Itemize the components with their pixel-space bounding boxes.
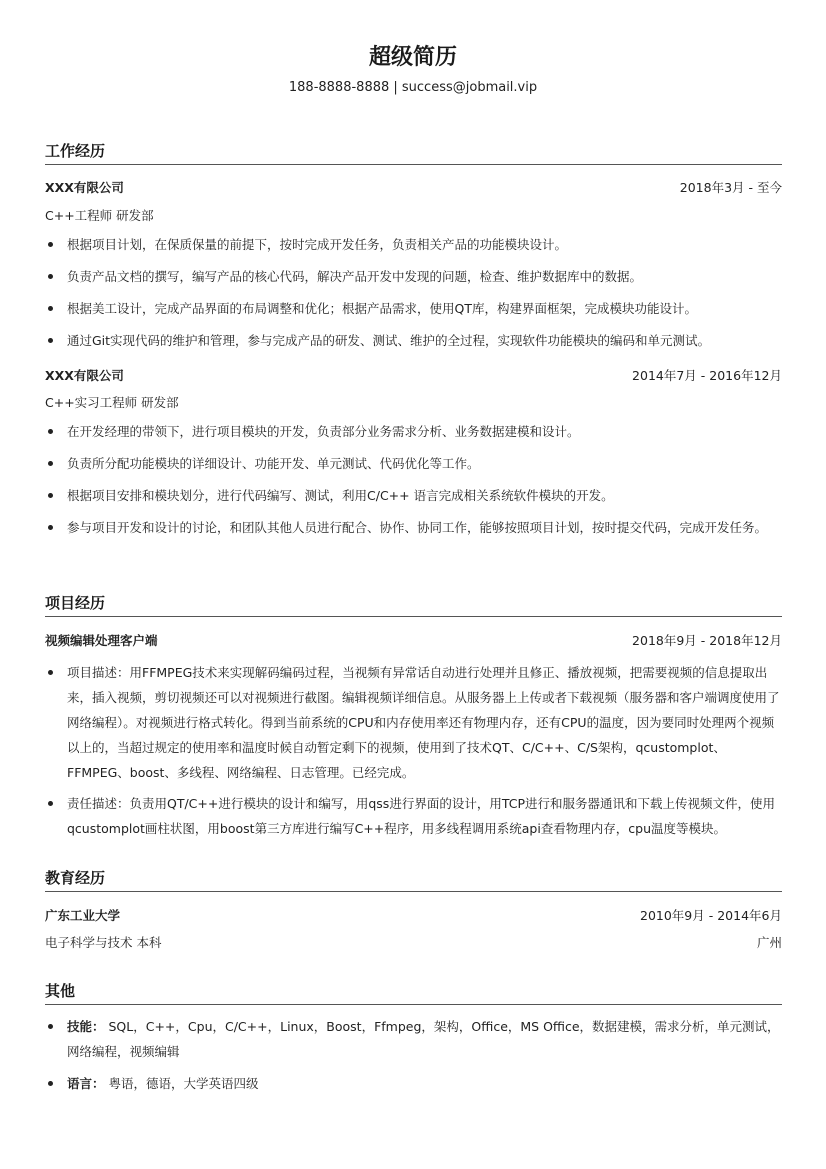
education-date: 2010年9月 - 2014年6月 xyxy=(640,908,782,923)
section-title-work: 工作经历 xyxy=(45,142,106,160)
company-name: XXX有限公司 xyxy=(45,180,124,195)
school-name: 广东工业大学 xyxy=(45,908,121,923)
skills-text: SQL，C++，Cpu，C/C++，Linux，Boost，Ffmpeg，架构，Office，MS Office，数据建模，需求分析，单元测试，网络编程，视频编辑 xyxy=(67,1019,780,1059)
project-name: 视频编辑处理客户端 xyxy=(45,633,158,648)
section-title-education: 教育经历 xyxy=(45,869,106,887)
project-date: 2018年9月 - 2018年12月 xyxy=(632,633,782,648)
job-date: 2018年3月 - 至今 xyxy=(679,180,782,195)
list-item: 根据项目计划，在保质保量的前提下，按时完成开发任务，负责相关产品的功能模块设计。 xyxy=(67,232,783,257)
job-role-row xyxy=(45,206,782,224)
education-header xyxy=(45,906,782,924)
job-role-row xyxy=(45,393,782,411)
list-item: 通过Git实现代码的维护和管理，参与完成产品的研发、测试、维护的全过程，实现软件功能模块的编码和单元测试。 xyxy=(67,328,783,353)
list-item: 参与项目开发和设计的讨论，和团队其他人员进行配合、协作、协同工作，能够按照项目计划，按时提交代码，完成开发任务。 xyxy=(67,515,783,540)
section-divider xyxy=(45,1004,782,1005)
list-item xyxy=(67,1014,783,1064)
skills-label: 技能： xyxy=(67,1019,105,1034)
list-item: 在开发经理的带领下，进行项目模块的开发，负责部分业务需求分析、业务数据建模和设计。 xyxy=(67,419,783,444)
job-header xyxy=(45,366,782,384)
list-item: 负责所分配功能模块的详细设计、功能开发、单元测试、代码优化等工作。 xyxy=(67,451,783,476)
job-role: C++实习工程师 研发部 xyxy=(45,395,179,410)
education-location: 广州 xyxy=(756,935,782,950)
list-item: 负责产品文档的撰写，编写产品的核心代码，解决产品开发中发现的问题，检查、维护数据库中的数据。 xyxy=(67,264,783,289)
section-divider xyxy=(45,164,782,165)
education-detail xyxy=(45,933,782,951)
list-item: 项目描述：用FFMPEG技术来实现解码编码过程，当视频有异常话自动进行处理并且修正、播放视频，把需要视频的信息提取出来，插入视频，剪切视频还可以对视频进行截图。编辑视频详细信息。从服务器上上传或者下载视频（服务器和客户端调度使用了网络编程）。对视频进行格式转化。得到当前系统的CPU和内存使用率还有物理内存，还有CPU的温度，因为要同时处理两个视频以上的，当超过规定的使用率和温度时候自动暂定剩下的视频，使用到了技术QT、C/C++、C/S架构，qcustomplot、FFMPEG、boost、多线程、网络编程、日志管理。已经完成。 xyxy=(67,660,783,785)
section-divider xyxy=(45,891,782,892)
job-date: 2014年7月 - 2016年12月 xyxy=(632,368,782,383)
list-item xyxy=(67,1071,783,1096)
section-divider xyxy=(45,616,782,617)
languages-text: 粤语，德语，大学英语四级 xyxy=(104,1076,259,1091)
list-item: 根据项目安排和模块划分，进行代码编写、测试，利用C/C++ 语言完成相关系统软件模块的开发。 xyxy=(67,483,783,508)
section-title-other: 其他 xyxy=(45,982,76,1000)
list-item: 根据美工设计，完成产品界面的布局调整和优化；根据产品需求，使用QT库，构建界面框架，完成模块功能设计。 xyxy=(67,296,783,321)
company-name: XXX有限公司 xyxy=(45,368,124,383)
contact-line: 188-8888-8888 | success@jobmail.vip xyxy=(288,80,538,95)
candidate-name: 超级简历 xyxy=(368,45,457,70)
section-title-projects: 项目经历 xyxy=(45,594,106,612)
languages-label: 语言： xyxy=(67,1076,105,1091)
job-role: C++工程师 研发部 xyxy=(45,208,154,223)
list-item: 责任描述：负责用QT/C++进行模块的设计和编写，用qss进行界面的设计，用TCP进行和服务器通讯和下载上传视频文件，使用qcustomplot画柱状图，用boost第三方库进行编写C++程序，用多线程调用系统api查看物理内存，cpu温度等模块。 xyxy=(67,791,783,841)
job-header xyxy=(45,178,782,196)
major: 电子科学与技术 本科 xyxy=(45,935,162,950)
project-header xyxy=(45,631,782,649)
